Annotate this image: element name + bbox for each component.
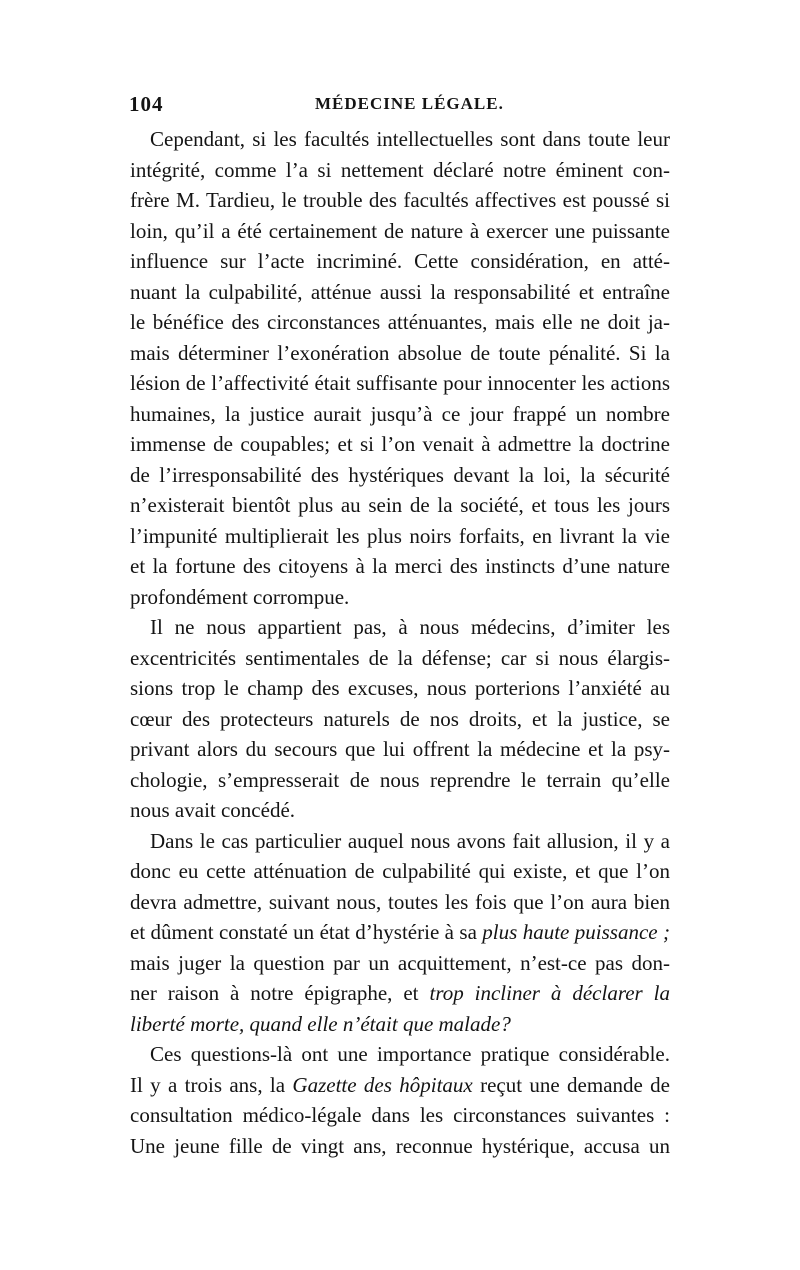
- running-head: [129, 92, 673, 118]
- italic-phrase: trop incliner à déclarer la: [429, 981, 670, 1005]
- text-line: cœur des protecteurs naturels de nos droits, et la justice, se: [130, 706, 670, 731]
- text-line: Une jeune fille de vingt ans, reconnue hystérique, accusa un: [130, 1133, 670, 1158]
- text-line: et la fortune des citoyens à la merci des instincts d’une nature: [130, 554, 670, 578]
- running-title: MÉDECINE LÉGALE.: [315, 94, 504, 113]
- text-line: nuant la culpabilité, atténue aussi la responsabilité et entraîne: [130, 279, 670, 304]
- text-line: [130, 978, 670, 1009]
- text-line: [130, 1070, 670, 1101]
- text-line: intégrité, comme l’a si nettement déclaré notre éminent con-: [130, 157, 670, 182]
- paragraph-3: [130, 826, 670, 1040]
- text-line: consultation médico-légale dans les circonstances suivantes :: [130, 1103, 670, 1127]
- text-line: excentricités sentimentales de la défense; car si nous élargis-: [130, 645, 670, 670]
- text-line: frère M. Tardieu, le trouble des facultés affectives est poussé si: [130, 188, 670, 212]
- text-line: humaines, la justice aurait jusqu’à ce jour frappé un nombre: [130, 401, 670, 426]
- text-line: privant alors du secours que lui offrent la médecine et la psy-: [130, 737, 670, 761]
- text-line: de l’irresponsabilité des hystériques devant la loi, la sécurité: [130, 462, 670, 487]
- text-line: Dans le cas particulier auquel nous avons fait allusion, il y a: [150, 828, 670, 853]
- text-line: nous avait concédé.: [130, 798, 296, 822]
- body-text: [130, 124, 670, 1161]
- page-number: 104: [129, 92, 164, 116]
- text-line: donc eu cette atténuation de culpabilité qui existe, et que l’on: [130, 859, 670, 883]
- text-line: lésion de l’affectivité était suffisante pour innocenter les actions: [130, 371, 670, 395]
- text-line: immense de coupables; et si l’on venait à admettre la doctrine: [130, 432, 670, 456]
- text-line: profondément corrompue.: [130, 584, 350, 609]
- text-run: et dûment constaté un état d’hystérie à sa: [130, 920, 477, 944]
- text-line: influence sur l’acte incriminé. Cette considération, en atté-: [130, 249, 670, 273]
- text-line: mais déterminer l’exonération absolue de toute pénalité. Si la: [130, 340, 670, 365]
- text-line: mais juger la question par un acquittement, n’est-ce pas don-: [130, 950, 670, 975]
- text-line: sions trop le champ des excuses, nous porterions l’anxiété au: [130, 676, 670, 700]
- text-line: le bénéfice des circonstances atténuantes, mais elle ne doit ja-: [130, 310, 670, 334]
- text-line: Il ne nous appartient pas, à nous médecins, d’imiter les: [150, 615, 670, 639]
- text-line: Cependant, si les facultés intellectuelles sont dans toute leur: [150, 127, 670, 151]
- text-line: Ces questions-là ont une importance pratique considérable.: [150, 1042, 670, 1066]
- text-line: loin, qu’il a été certainement de nature à exercer une puissante: [130, 218, 670, 243]
- paragraph-1: [130, 124, 670, 612]
- paragraph-2: [130, 612, 670, 826]
- italic-phrase: liberté morte, quand elle n’était que malade?: [130, 1011, 511, 1036]
- text-line: [130, 1009, 670, 1040]
- text-run: reçut une demande de: [480, 1072, 670, 1097]
- paragraph-4: [130, 1039, 670, 1161]
- text-line: chologie, s’empresserait de nous reprendre le terrain qu’elle: [130, 767, 670, 792]
- text-line: devra admettre, suivant nous, toutes les fois que l’on aura bien: [130, 889, 670, 914]
- text-line: n’existerait bientôt plus au sein de la société, et tous les jours: [130, 493, 670, 517]
- italic-phrase: Gazette des hôpitaux: [292, 1072, 473, 1097]
- italic-phrase: plus haute puissance ;: [482, 920, 670, 944]
- text-line: l’impunité multiplierait les plus noirs forfaits, en livrant la vie: [130, 523, 670, 548]
- text-line: [130, 917, 670, 948]
- text-run: Il y a trois ans, la: [130, 1072, 286, 1097]
- text-run: ner raison à notre épigraphe, et: [130, 981, 419, 1005]
